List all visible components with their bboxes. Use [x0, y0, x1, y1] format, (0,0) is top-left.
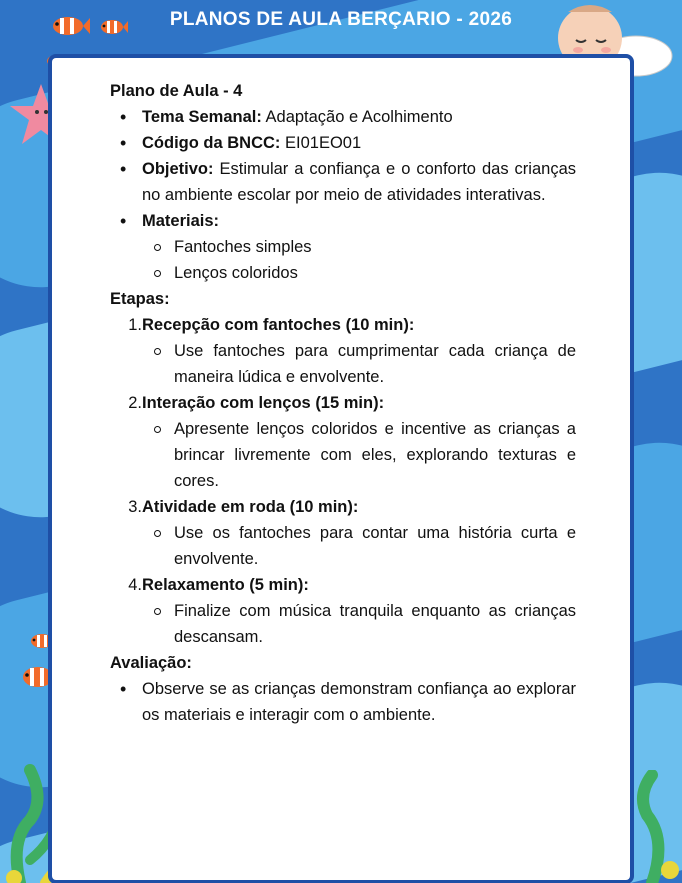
- step-item: 4. Relaxamento (5 min): Finalize com música tranquila enquanto as crianças descansam.: [110, 572, 576, 650]
- materials-list: [110, 234, 576, 286]
- list-item: • Código da BNCC: EI01EO01: [110, 130, 576, 156]
- avaliacao-heading: Avaliação:: [110, 654, 192, 672]
- plan-details-list: [110, 104, 576, 286]
- step-detail: Use fantoches para cumprimentar cada criança de maneira lúdica e envolvente.: [110, 338, 576, 390]
- plan-heading: Plano de Aula - 4: [110, 82, 243, 100]
- step-detail: Use os fantoches para contar uma história curta e envolvente.: [110, 520, 576, 572]
- list-item: • Observe se as crianças demonstram confiança ao explorar os materiais e interagir com o ambiente.: [110, 676, 576, 728]
- material-item: Lenços coloridos: [110, 260, 576, 286]
- lesson-plan-content: [110, 78, 576, 728]
- step-item: 3. Atividade em roda (10 min): Use os fantoches para contar uma história curta e envolvente.: [110, 494, 576, 572]
- list-item: • Materiais: Fantoches simples Lenços coloridos: [110, 208, 576, 286]
- clownfish-icon: [48, 14, 90, 38]
- page-title: PLANOS DE AULA BERÇARIO - 2026: [169, 9, 513, 30]
- material-item: Fantoches simples: [110, 234, 576, 260]
- clownfish-icon: [98, 18, 128, 36]
- etapas-list: [110, 312, 576, 650]
- step-item: 1. Recepção com fantoches (10 min): Use fantoches para cumprimentar cada criança de maneira lúdica e envolvente.: [110, 312, 576, 390]
- list-item: • Objetivo: Estimular a confiança e o conforto das crianças no ambiente escolar por meio de atividades interativas.: [110, 156, 576, 208]
- list-item: • Tema Semanal: Adaptação e Acolhimento: [110, 104, 576, 130]
- step-detail: Finalize com música tranquila enquanto as crianças descansam.: [110, 598, 576, 650]
- etapas-heading: Etapas:: [110, 290, 170, 308]
- avaliacao-list: [110, 676, 576, 728]
- step-item: 2. Interação com lenços (15 min): Apresente lenços coloridos e incentive as crianças a brincar livremente com eles, explorando texturas e cores.: [110, 390, 576, 494]
- step-detail: Apresente lenços coloridos e incentive as crianças a brincar livremente com eles, explorando texturas e cores.: [110, 416, 576, 494]
